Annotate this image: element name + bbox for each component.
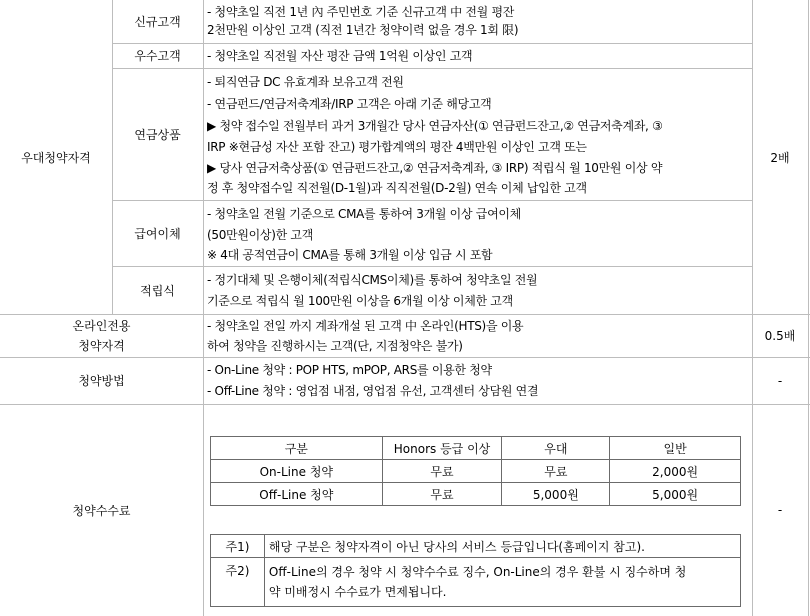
method-line: - Off-Line 청약 : 영업점 내점, 영업점 유선, 고객센터 상담원 연결 <box>207 384 539 398</box>
criteria-line: - 정기대체 및 은행이체(적립식CMS이체)를 통하여 청약초일 전월 <box>207 273 538 287</box>
sub-label-installment: 적립식 <box>140 283 175 298</box>
fee-table-cell: 무료 <box>502 460 610 483</box>
fee-label: 청약수수료 <box>72 503 131 518</box>
sub-label-cell <box>112 68 203 200</box>
fee-note-text <box>264 535 740 558</box>
fee-note-row <box>211 535 741 558</box>
criteria-line: - 연금펀드/연금저축계좌/IRP 고객은 아래 기준 해당고객 <box>207 97 492 111</box>
criteria-line: - 청약초일 직전월 자산 평잔 금액 1억원 이상인 고객 <box>207 49 473 63</box>
fee-table-cell: 2,000원 <box>610 460 741 483</box>
sub-label-cell <box>112 266 203 314</box>
fee-table-header: 구분 <box>211 437 383 460</box>
sub-label-cell <box>112 200 203 266</box>
criteria-line: - 청약초일 직전 1년 內 주민번호 기준 신규고객 中 전월 평잔 <box>207 5 515 19</box>
online-label-cell <box>0 314 203 357</box>
col-divider <box>203 0 204 616</box>
fee-label-cell <box>0 404 203 616</box>
fee-table-row <box>211 483 741 506</box>
method-line: - On-Line 청약 : POP HTS, mPOP, ARS를 이용한 청약 <box>207 363 492 377</box>
criteria-line: 기준으로 적립식 월 100만원 이상을 6개월 이상 이체한 고객 <box>207 294 513 308</box>
criteria-line: (50만원이상)한 고객 <box>207 228 313 242</box>
col-divider <box>808 0 809 616</box>
criteria-line: IRP ※현금성 자산 포함 잔고) 평가합계액의 평잔 4백만원 이상인 고객 또는 <box>207 140 587 154</box>
fee-note-line: 약 미배정시 수수료가 면제됩니다. <box>268 585 447 599</box>
criteria-line: 정 후 청약접수일 직전월(D-1월)과 직직전월(D-2월) 연속 이체 납입한 고객 <box>207 181 587 195</box>
fee-note-line: 해당 구분은 청약자격이 아닌 당사의 서비스 등급입니다(홈페이지 참고). <box>268 539 645 554</box>
fee-table-cell: 5,000원 <box>502 483 610 506</box>
method-benefit: - <box>777 373 783 388</box>
sub-label-salary-transfer: 급여이체 <box>134 226 181 241</box>
criteria-line: ▶ 당사 연금저축상품(① 연금펀드잔고,② 연금저축계좌, ③ IRP) 적립식 월 10만원 이상 약 <box>207 161 663 175</box>
online-benefit-cell <box>752 314 808 357</box>
online-criteria-line: - 청약초일 전일 까지 계좌개설 된 고객 中 온라인(HTS)을 이용 <box>207 319 524 333</box>
criteria-line: 2천만원 이상인 고객 (직전 1년간 청약이력 없을 경우 1회 限) <box>207 23 519 37</box>
preferred-label-cell <box>0 0 112 314</box>
method-benefit-cell <box>752 357 808 404</box>
row-divider <box>112 43 752 44</box>
criteria-line: ▶ 청약 접수일 전월부터 과거 3개월간 당사 연금자산(① 연금펀드잔고,② 연금저축계좌, ③ <box>207 119 663 133</box>
fee-note-row <box>211 558 741 607</box>
fee-table-row <box>211 460 741 483</box>
fee-note-line: Off-Line의 경우 청약 시 청약수수료 징수, On-Line의 경우 환불 시 징수하며 청 <box>268 565 687 579</box>
criteria-line: ※ 4대 공적연금이 CMA를 통해 3개월 이상 입금 시 포함 <box>207 248 493 262</box>
fee-table <box>210 436 741 506</box>
preferred-label: 우대청약자격 <box>21 150 91 165</box>
online-criteria-line: 하여 청약을 진행하시는 고객(단, 지점청약은 불가) <box>207 339 463 353</box>
fee-table-cell: 무료 <box>382 483 502 506</box>
sub-label-cell <box>112 0 203 43</box>
fee-note-key: 주1) <box>211 535 265 558</box>
preferred-benefit: 2배 <box>770 150 790 165</box>
sub-label-pension: 연금상품 <box>134 127 181 142</box>
method-label: 청약방법 <box>78 374 125 388</box>
fee-table-cell: Off-Line 청약 <box>211 483 383 506</box>
fee-table-header: 일반 <box>610 437 741 460</box>
fee-table-header-row <box>211 437 741 460</box>
fee-note-text <box>264 558 740 607</box>
fee-benefit: - <box>777 503 783 517</box>
row-divider <box>112 200 752 201</box>
fee-table-cell: 5,000원 <box>610 483 741 506</box>
preferred-benefit-cell <box>752 0 808 314</box>
fee-benefit-cell <box>752 404 808 616</box>
fee-table-header: Honors 등급 이상 <box>382 437 502 460</box>
criteria-line: - 퇴직연금 DC 유효계좌 보유고객 전원 <box>207 75 404 89</box>
row-divider <box>112 266 752 267</box>
sub-label-vip-customer: 우수고객 <box>134 49 181 63</box>
fee-table-cell: On-Line 청약 <box>211 460 383 483</box>
sub-label-new-customer: 신규고객 <box>134 15 181 29</box>
criteria-line: - 청약초일 전월 기준으로 CMA를 통하여 3개월 이상 급여이체 <box>207 207 521 221</box>
online-benefit: 0.5배 <box>764 329 796 343</box>
fee-notes <box>210 534 741 607</box>
online-label-line: 온라인전용 <box>72 318 131 333</box>
method-label-cell <box>0 357 203 404</box>
fee-table-header: 우대 <box>502 437 610 460</box>
sub-label-cell <box>112 43 203 68</box>
online-label-line: 청약자격 <box>78 338 125 353</box>
row-divider <box>112 68 752 69</box>
fee-table-cell: 무료 <box>382 460 502 483</box>
fee-note-key: 주2) <box>211 558 265 607</box>
